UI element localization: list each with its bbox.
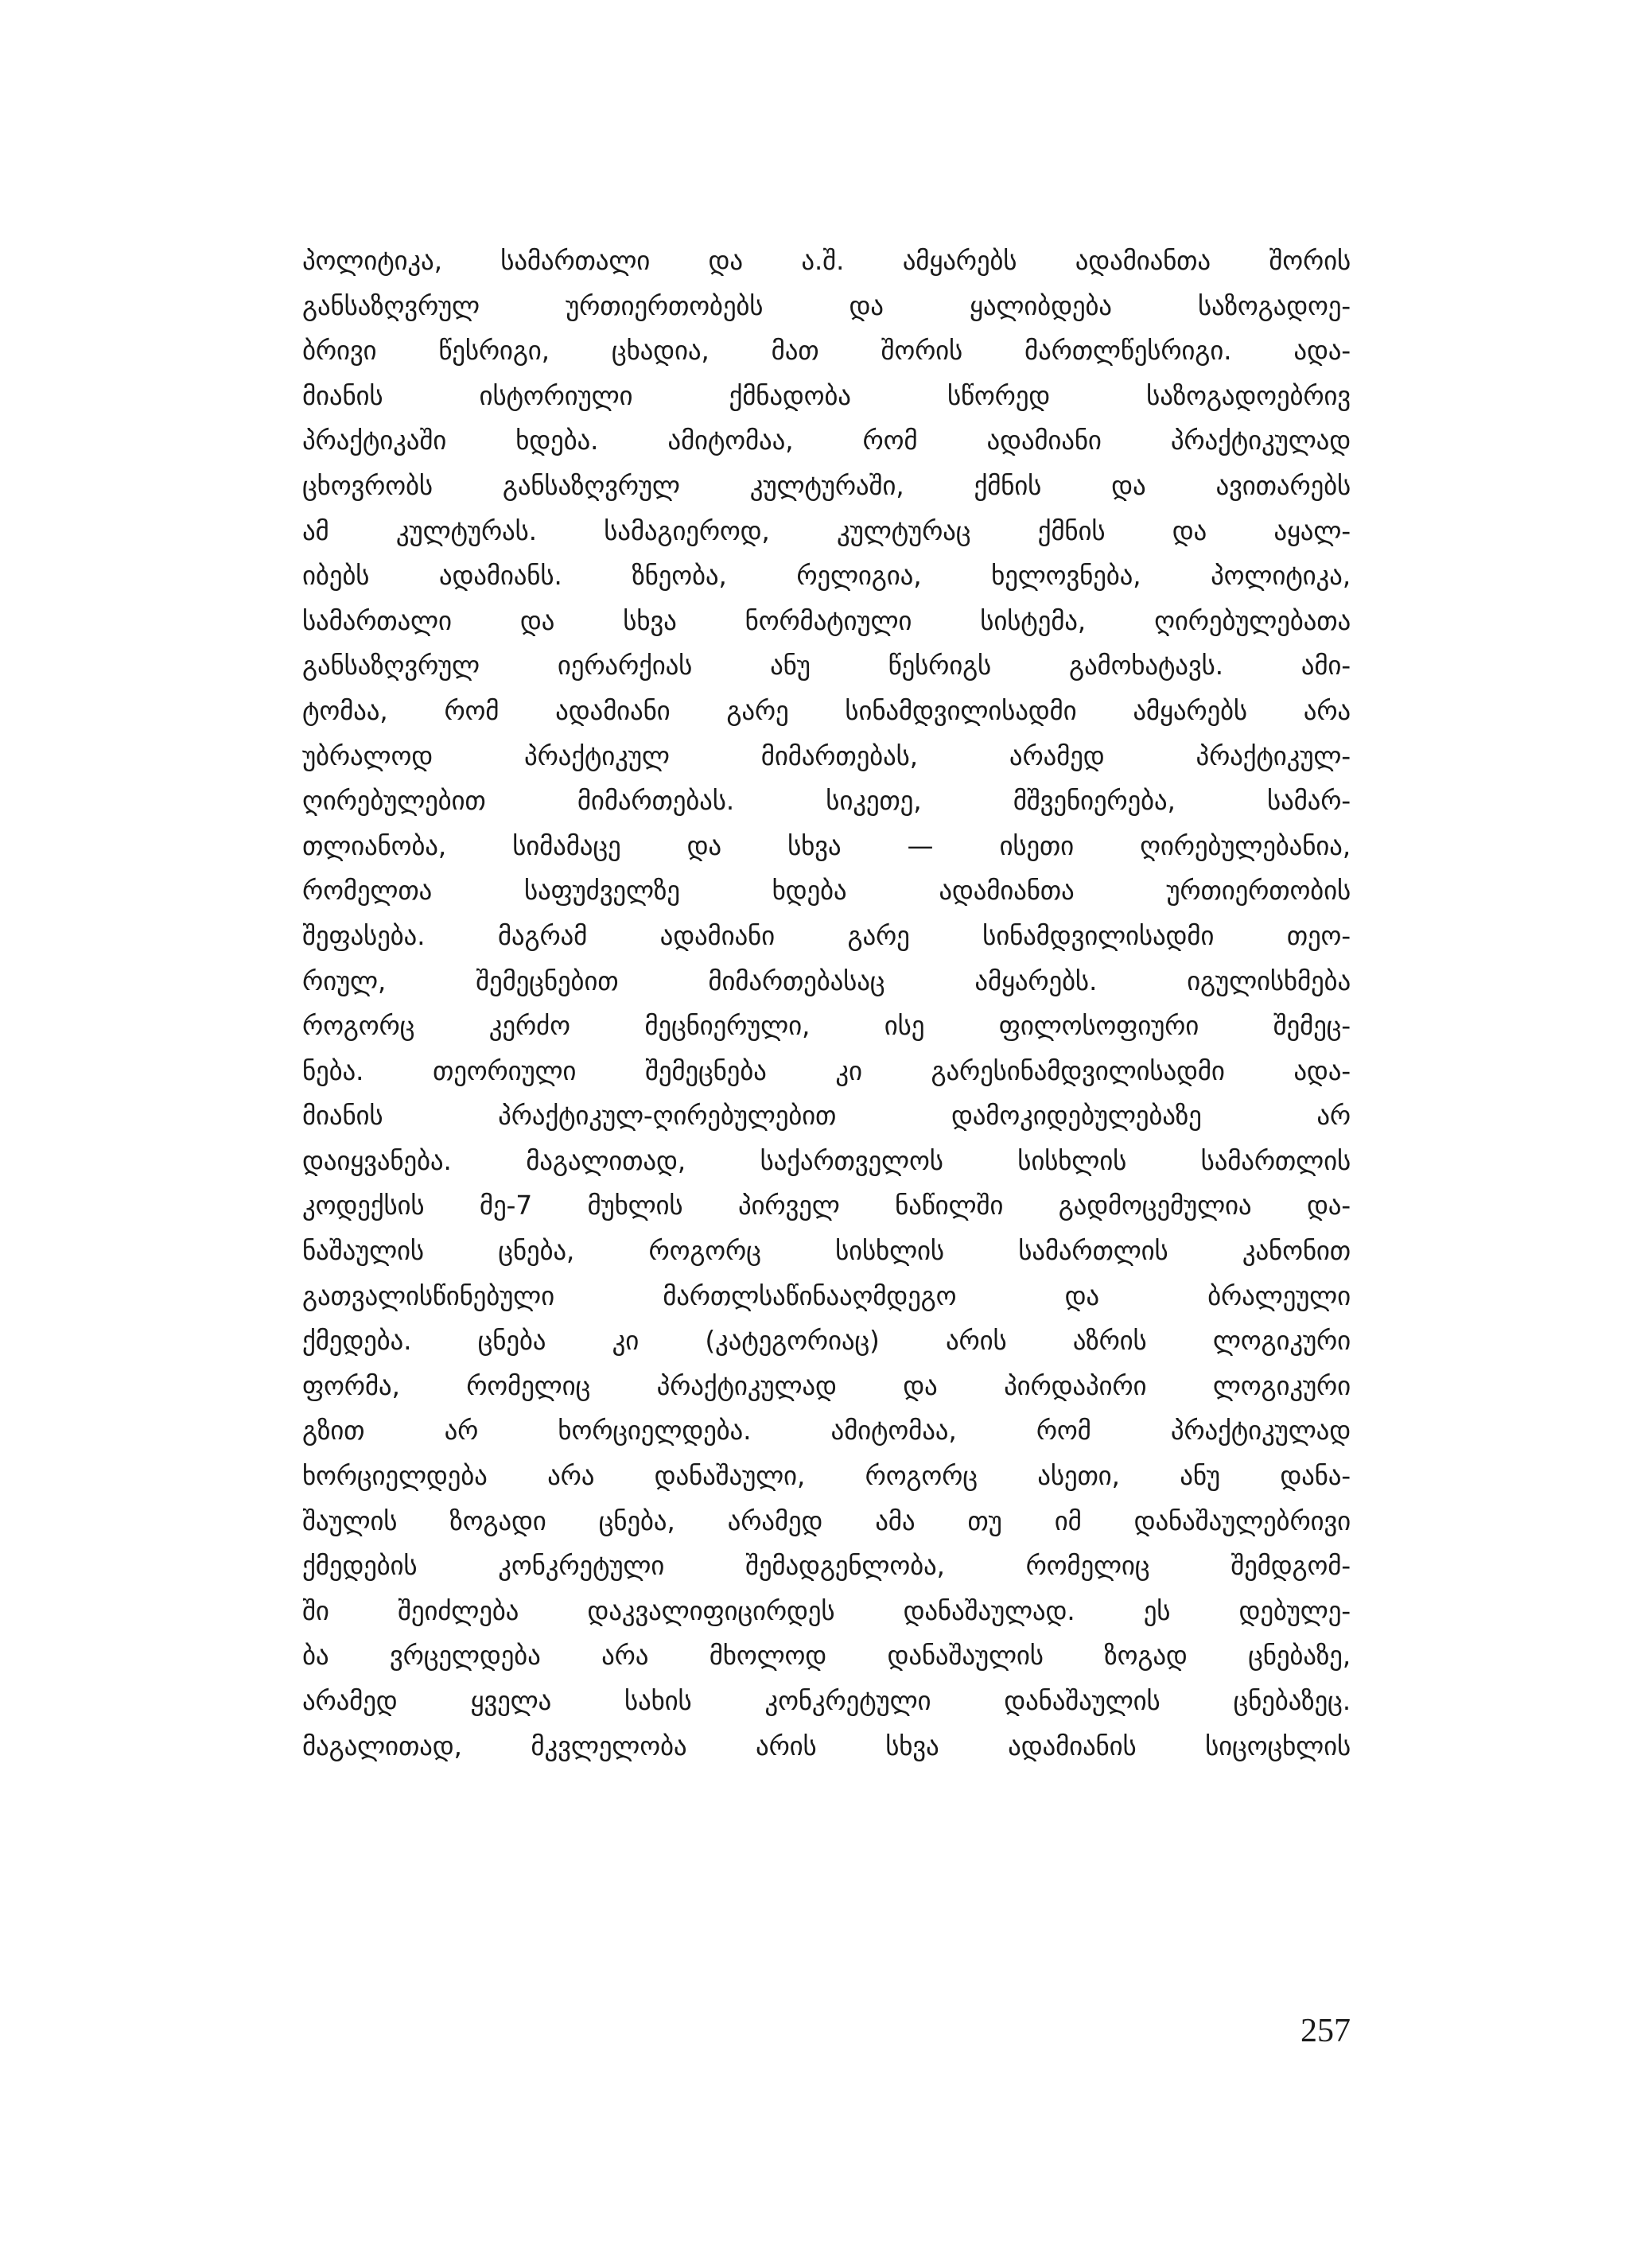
text-line: დაიყვანება. მაგალითად, საქართველოს სისხლის სამართლის <box>302 1144 1351 1176</box>
text-line: ფორმა, რომელიც პრაქტიკულად და პირდაპირი ლოგიკური <box>302 1369 1351 1401</box>
text-line: შეფასება. მაგრამ ადამიანი გარე სინამდვილისადმი თეო- <box>302 919 1351 951</box>
text-line: განსაზღვრულ იერარქიას ანუ წესრიგს გამოხატავს. ამი- <box>302 650 1351 682</box>
text-line: ნება. თეორიული შემეცნება კი გარესინამდვილისადმი ადა- <box>302 1054 1351 1086</box>
text-line: უბრალოდ პრაქტიკულ მიმართებას, არამედ პრაქტიკულ- <box>302 740 1351 771</box>
body-text <box>302 239 1351 1769</box>
text-line: ხორციელდება არა დანაშაული, როგორც ასეთი, ანუ დანა- <box>302 1460 1351 1492</box>
text-line: ღირებულებით მიმართებას. სიკეთე, მშვენიერება, სამარ- <box>302 785 1351 817</box>
page-number: 257 <box>1300 2013 1351 2049</box>
text-line: განსაზღვრულ ურთიერთობებს და ყალიბდება საზოგადოე- <box>302 289 1351 321</box>
text-line: პოლიტიკა, სამართალი და ა.შ. ამყარებს ადამიანთა შორის <box>302 245 1351 276</box>
text-line: თლიანობა, სიმამაცე და სხვა — ისეთი ღირებულებანია, <box>302 829 1351 861</box>
text-line: ქმედება. ცნება კი (კატეგორიაც) არის აზრის ლოგიკური <box>302 1325 1351 1357</box>
text-line: კოდექსის მე-7 მუხლის პირველ ნაწილში გადმოცემულია და- <box>302 1190 1351 1221</box>
text-line: რიულ, შემეცნებით მიმართებასაც ამყარებს. იგულისხმება <box>302 965 1351 996</box>
text-line: გათვალისწინებული მართლსაწინააღმდეგო და ბრალეული <box>302 1280 1351 1311</box>
text-line: ში შეიძლება დაკვალიფიცირდეს დანაშაულად. ეს დებულე- <box>302 1594 1351 1626</box>
text-line: გზით არ ხორციელდება. ამიტომაა, რომ პრაქტიკულად <box>302 1415 1351 1447</box>
text-line: სამართალი და სხვა ნორმატიული სისტემა, ღირებულებათა <box>302 604 1351 636</box>
text-line: იბებს ადამიანს. ზნეობა, რელიგია, ხელოვნება, პოლიტიკა, <box>302 560 1351 592</box>
text-line: ცხოვრობს განსაზღვრულ კულტურაში, ქმნის და ავითარებს <box>302 469 1351 501</box>
text-line: ნაშაულის ცნება, როგორც სისხლის სამართლის კანონით <box>302 1235 1351 1267</box>
text-line: ბა ვრცელდება არა მხოლოდ დანაშაულის ზოგად ცნებაზე, <box>302 1640 1351 1672</box>
text-line: ქმედების კონკრეტული შემადგენლობა, რომელიც შემდგომ- <box>302 1550 1351 1582</box>
text-line: რომელთა საფუძველზე ხდება ადამიანთა ურთიერთობის <box>302 875 1351 907</box>
text-line: ბრივი წესრიგი, ცხადია, მათ შორის მართლწესრიგი. ადა- <box>302 335 1351 367</box>
text-line: არამედ ყველა სახის კონკრეტული დანაშაულის ცნებაზეც. <box>302 1685 1351 1716</box>
text-line: მიანის პრაქტიკულ-ღირებულებით დამოკიდებულებაზე არ <box>302 1100 1351 1132</box>
text-line: მიანის ისტორიული ქმნადობა სწორედ საზოგადოებრივ <box>302 379 1351 411</box>
text-line: ტომაა, რომ ადამიანი გარე სინამდვილისადმი ამყარებს არა <box>302 694 1351 726</box>
text-line: პრაქტიკაში ხდება. ამიტომაა, რომ ადამიანი პრაქტიკულად <box>302 425 1351 456</box>
text-line: როგორც კერძო მეცნიერული, ისე ფილოსოფიური შემეც- <box>302 1010 1351 1042</box>
text-line: ამ კულტურას. სამაგიეროდ, კულტურაც ქმნის და აყალ- <box>302 515 1351 546</box>
text-line: მაგალითად, მკვლელობა არის სხვა ადამიანის სიცოცხლის <box>302 1730 1351 1761</box>
text-line: შაულის ზოგადი ცნება, არამედ ამა თუ იმ დანაშაულებრივი <box>302 1505 1351 1536</box>
